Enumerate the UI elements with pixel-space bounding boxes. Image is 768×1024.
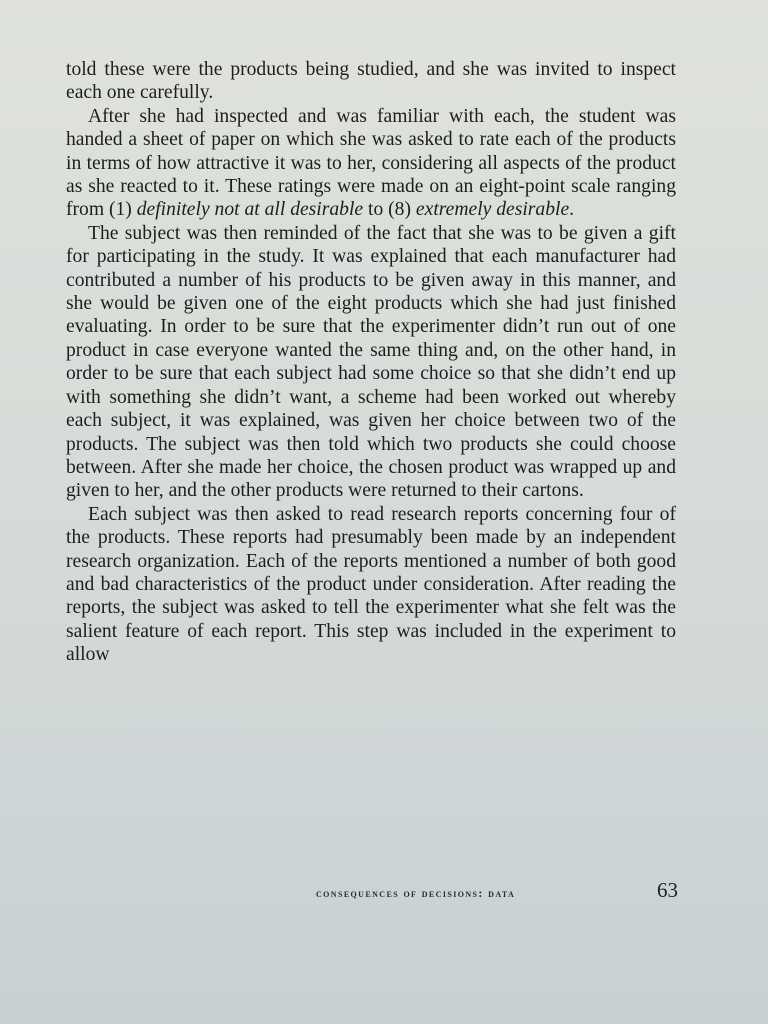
paragraph-3 (66, 222, 676, 503)
paragraph-2-italic-scale-high: extremely desirable (415, 199, 570, 221)
paragraph-1-text: told these were the products being studied, and she was invited to inspect each one carefully. (66, 59, 676, 104)
paragraph-2-mid: to (8) (363, 199, 416, 221)
running-head: consequences of decisions: data (316, 886, 516, 900)
paragraph-4-text: Each subject was then asked to read research reports concerning four of the products. These reports had presumably been made by an independent research organization. Each of the reports mentioned a number of both good and bad characteristics of the product under consideration. After reading the reports, the subject was asked to tell the experimenter what she felt was the salient feature of each report. This step was included in the experiment to allow (66, 503, 676, 666)
page-number: 63 (657, 878, 678, 902)
page-footer (316, 878, 678, 903)
paragraph-2-end: . (569, 199, 575, 221)
paragraph-2-italic-scale-low: definitely not at all desirable (136, 199, 364, 221)
paragraph-3-text: The subject was then reminded of the fact that she was to be given a gift for participating in the study. It was explained that each manufacturer had contributed a number of his products to be given away in this manner, and she would be given one of the eight products which she had just finished evaluating. In order to be sure that the experimenter didn’t run out of one product in case everyone wanted the same thing and, on the other hand, in order to be sure that each subject had some choice so that she didn’t end up with something she didn’t want, a scheme had been worked out whereby each subject, it was explained, was given her choice between two of the products. The subject was then told which two products she could choose between. After she made her choice, the chosen product was wrapped up and given to her, and the other products were returned to their cartons. (66, 222, 676, 502)
paragraph-2 (66, 105, 676, 222)
body-text (66, 58, 676, 667)
paragraph-1 (66, 58, 676, 105)
paragraph-2-text: After she had inspected and was familiar with each, the student was handed a sheet of paper on which she was asked to rate each of the products in terms of how attractive it was to her, considering all aspects of the product as she reacted to it. These ratings were made on an eight-point scale ranging from (1) (66, 105, 676, 221)
paragraph-4 (66, 503, 676, 667)
